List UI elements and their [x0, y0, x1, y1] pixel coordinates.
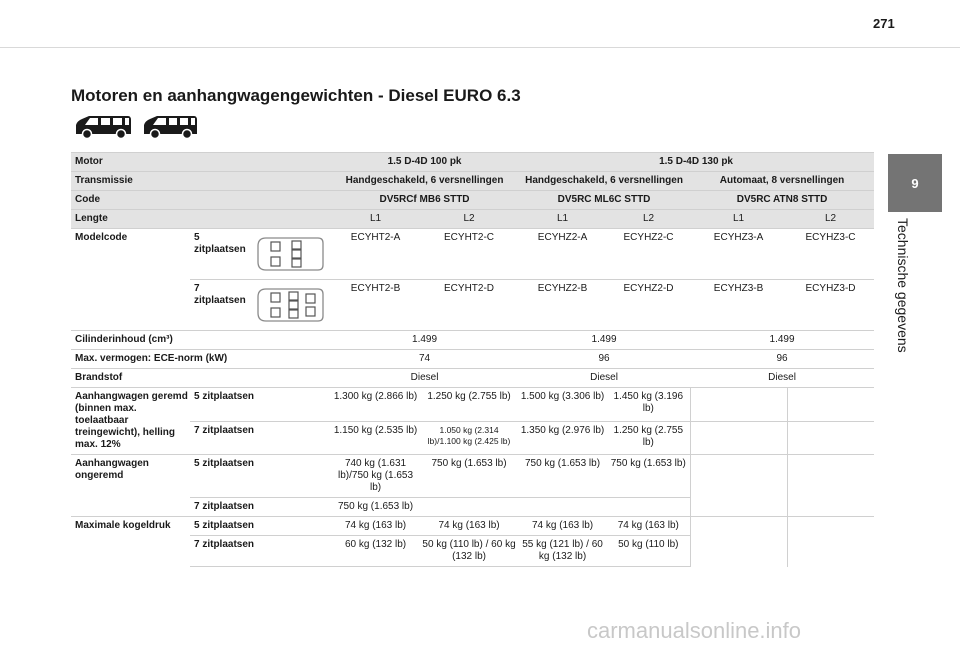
table-cell: ECYHZ3-D	[787, 280, 874, 331]
footer-watermark: carmanualsonline.info	[587, 618, 802, 643]
table-cell: L1	[518, 210, 607, 229]
table-cell: 74 kg (163 lb)	[331, 517, 420, 536]
table-cell: 1.250 kg (2.755 lb)	[607, 421, 690, 455]
table-cell: 96	[518, 350, 690, 369]
table-cell: ECYHZ3-A	[690, 229, 787, 280]
table-cell: 1.499	[690, 331, 874, 350]
seats-label: 7 zitplaatsen	[190, 280, 250, 331]
table-cell: 96	[690, 350, 874, 369]
empty-cell	[787, 388, 874, 422]
fuel-row	[71, 369, 874, 388]
table-cell: ECYHT2-C	[420, 229, 518, 280]
table-cell: ECYHZ2-C	[607, 229, 690, 280]
table-cell: Diesel	[518, 369, 690, 388]
empty-cell	[607, 498, 690, 517]
row-label: Aanhangwagen geremd (binnen max. toelaatbaar treingewicht), helling max. 12%	[71, 388, 190, 455]
table-cell: 1.050 kg (2.314 lb)/1.100 kg (2.425 lb)	[420, 421, 518, 455]
table-cell: DV5RC ATN8 STTD	[690, 191, 874, 210]
row-label: Max. vermogen: ECE-norm (kW)	[71, 350, 331, 369]
seat-layout-5-icon	[254, 232, 328, 276]
braked-trailer-row-7	[71, 421, 874, 455]
empty-cell	[690, 517, 787, 567]
seats-label: 5 zitplaatsen	[190, 517, 331, 536]
empty-cell	[518, 498, 607, 517]
seat-diagram-cell	[250, 280, 331, 331]
table-cell: 74 kg (163 lb)	[607, 517, 690, 536]
chapter-tab[interactable]: 9	[888, 154, 942, 212]
row-label: Brandstof	[71, 369, 331, 388]
table-cell: 1.250 kg (2.755 lb)	[420, 388, 518, 422]
unbraked-trailer-row-5	[71, 455, 874, 498]
code-row	[71, 191, 874, 210]
table-cell: 750 kg (1.653 lb)	[518, 455, 607, 498]
seats-label: 7 zitplaatsen	[190, 421, 331, 455]
table-cell: ECYHZ2-B	[518, 280, 607, 331]
table-cell: ECYHT2-D	[420, 280, 518, 331]
table-cell: ECYHT2-B	[331, 280, 420, 331]
van-short-icon	[72, 114, 134, 140]
table-cell: L1	[690, 210, 787, 229]
table-cell: Handgeschakeld, 6 versnellingen	[331, 172, 518, 191]
table-cell: 1.499	[518, 331, 690, 350]
header-divider	[0, 47, 960, 48]
row-label: Aanhangwagen ongeremd	[71, 455, 190, 517]
braked-trailer-row-5	[71, 388, 874, 422]
table-cell: 1.450 kg (3.196 lb)	[607, 388, 690, 422]
seats-label: 5 zitplaatsen	[190, 455, 331, 498]
empty-cell	[690, 388, 787, 422]
table-cell: 740 kg (1.631 lb)/750 kg (1.653 lb)	[331, 455, 420, 498]
empty-cell	[690, 455, 787, 517]
table-cell: 750 kg (1.653 lb)	[331, 498, 420, 517]
max-power-row	[71, 350, 874, 369]
table-cell: L1	[331, 210, 420, 229]
row-label: Cilinderinhoud (cm³)	[71, 331, 331, 350]
seats-label: 5 zitplaatsen	[190, 388, 331, 422]
table-cell: 50 kg (110 lb) / 60 kg (132 lb)	[420, 536, 518, 567]
table-cell: L2	[420, 210, 518, 229]
seat-layout-7-icon	[254, 283, 328, 327]
table-cell: ECYHZ2-A	[518, 229, 607, 280]
row-label: Maximale kogeldruk	[71, 517, 190, 567]
table-cell: Automaat, 8 versnellingen	[690, 172, 874, 191]
table-cell: ECYHZ3-B	[690, 280, 787, 331]
table-cell: Diesel	[331, 369, 518, 388]
table-cell: L2	[607, 210, 690, 229]
table-cell: 750 kg (1.653 lb)	[420, 455, 518, 498]
table-cell: 1.5 D-4D 130 pk	[518, 153, 874, 172]
seat-diagram-cell	[250, 229, 331, 280]
table-cell: Diesel	[690, 369, 874, 388]
length-row	[71, 210, 874, 229]
table-cell: ECYHT2-A	[331, 229, 420, 280]
table-cell: 74 kg (163 lb)	[420, 517, 518, 536]
motor-row	[71, 153, 874, 172]
ball-load-row-5	[71, 517, 874, 536]
table-cell: 1.150 kg (2.535 lb)	[331, 421, 420, 455]
row-label: Code	[71, 191, 331, 210]
row-label: Transmissie	[71, 172, 331, 191]
vehicle-variants	[72, 114, 199, 140]
table-cell: 1.5 D-4D 100 pk	[331, 153, 518, 172]
transmission-row	[71, 172, 874, 191]
table-cell: 1.300 kg (2.866 lb)	[331, 388, 420, 422]
table-cell: ECYHZ3-C	[787, 229, 874, 280]
displacement-row	[71, 331, 874, 350]
table-cell: 74	[331, 350, 518, 369]
table-cell: 750 kg (1.653 lb)	[607, 455, 690, 498]
page-title: Motoren en aanhangwagengewichten - Diesel EURO 6.3	[71, 86, 521, 105]
table-cell: 55 kg (121 lb) / 60 kg (132 lb)	[518, 536, 607, 567]
empty-cell	[787, 455, 874, 517]
empty-cell	[420, 498, 518, 517]
table-cell: DV5RC ML6C STTD	[518, 191, 690, 210]
table-cell: 1.350 kg (2.976 lb)	[518, 421, 607, 455]
page-number: 271	[873, 16, 895, 31]
table-cell: DV5RCf MB6 STTD	[331, 191, 518, 210]
chapter-title: Technische gegevens	[895, 218, 911, 353]
row-label: Modelcode	[71, 229, 190, 331]
row-label: Motor	[71, 153, 331, 172]
specs-table	[71, 152, 874, 567]
seats-label: 5 zitplaatsen	[190, 229, 250, 280]
empty-cell	[690, 421, 787, 455]
empty-cell	[787, 421, 874, 455]
table-cell: ECYHZ2-D	[607, 280, 690, 331]
table-cell: 60 kg (132 lb)	[331, 536, 420, 567]
seats-label: 7 zitplaatsen	[190, 536, 331, 567]
table-cell: 50 kg (110 lb)	[607, 536, 690, 567]
table-cell: 1.499	[331, 331, 518, 350]
van-long-icon	[141, 114, 199, 140]
table-cell: Handgeschakeld, 6 versnellingen	[518, 172, 690, 191]
model-code-row-5	[71, 229, 874, 280]
model-code-row-7	[71, 280, 874, 331]
table-cell: 74 kg (163 lb)	[518, 517, 607, 536]
empty-cell	[787, 517, 874, 567]
row-label: Lengte	[71, 210, 331, 229]
table-cell: 1.500 kg (3.306 lb)	[518, 388, 607, 422]
table-cell: L2	[787, 210, 874, 229]
seats-label: 7 zitplaatsen	[190, 498, 331, 517]
